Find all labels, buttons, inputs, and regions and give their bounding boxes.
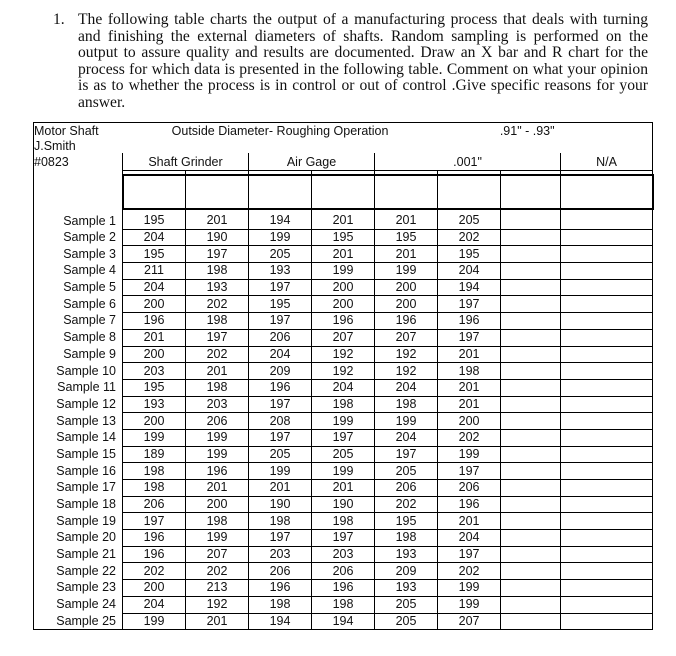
- measurement-cell: 193: [375, 546, 438, 563]
- sample-label: Sample 20: [34, 530, 123, 547]
- measurement-cell: 198: [123, 480, 186, 497]
- question-block: [53, 12, 648, 112]
- empty-cell: [561, 346, 653, 363]
- empty-cell: [561, 313, 653, 330]
- measurement-cell: 197: [186, 246, 249, 263]
- sample-label: Sample 6: [34, 296, 123, 313]
- measurement-cell: 199: [186, 446, 249, 463]
- measurement-cell: 206: [249, 563, 312, 580]
- measurement-cell: 201: [438, 379, 501, 396]
- table-row: [34, 446, 653, 463]
- sample-label: Sample 17: [34, 480, 123, 497]
- measurement-cell: 199: [438, 446, 501, 463]
- na-label: N/A: [561, 153, 653, 171]
- measurement-cell: 200: [186, 496, 249, 513]
- measurement-cell: 201: [438, 346, 501, 363]
- measurement-cell: 201: [438, 396, 501, 413]
- measurement-cell: 199: [312, 413, 375, 430]
- measurement-cell: 197: [123, 513, 186, 530]
- measurement-cell: 200: [375, 279, 438, 296]
- sample-label: Sample 23: [34, 580, 123, 597]
- empty-cell: [561, 480, 653, 497]
- measurement-cell: 204: [438, 263, 501, 280]
- empty-cell: [561, 546, 653, 563]
- empty-cell: [561, 296, 653, 313]
- air-gage-label: Air Gage: [249, 153, 375, 171]
- empty-cell: [561, 329, 653, 346]
- measurement-cell: 192: [375, 363, 438, 380]
- empty-cell: [501, 279, 561, 296]
- empty-cell: [561, 213, 653, 229]
- measurement-cell: 196: [186, 463, 249, 480]
- measurement-cell: 206: [438, 480, 501, 497]
- table-row: [34, 379, 653, 396]
- empty-cell: [501, 563, 561, 580]
- measurement-cell: 196: [249, 379, 312, 396]
- measurement-cell: 204: [123, 596, 186, 613]
- measurement-cell: 211: [123, 263, 186, 280]
- empty-cell: [501, 379, 561, 396]
- empty-cell: [561, 513, 653, 530]
- table-row: [34, 530, 653, 547]
- operation-title: Outside Diameter- Roughing Operation: [123, 123, 438, 139]
- empty-cell: [561, 596, 653, 613]
- empty-cell: [501, 546, 561, 563]
- sample-label: Sample 16: [34, 463, 123, 480]
- measurement-cell: 195: [312, 229, 375, 246]
- measurement-cell: 201: [312, 480, 375, 497]
- empty-cell: [561, 613, 653, 630]
- measurement-cell: 198: [312, 513, 375, 530]
- measurement-cell: 201: [186, 363, 249, 380]
- measurement-cell: 199: [123, 429, 186, 446]
- measurement-cell: 201: [438, 513, 501, 530]
- measurement-cell: 195: [123, 379, 186, 396]
- measurement-cell: 193: [186, 279, 249, 296]
- measurement-cell: 204: [438, 530, 501, 547]
- measurement-cell: 202: [375, 496, 438, 513]
- motor-shaft-label: Motor Shaft: [34, 123, 123, 139]
- measurement-cell: 199: [249, 463, 312, 480]
- measurement-cell: 198: [438, 363, 501, 380]
- measurement-cell: 199: [438, 596, 501, 613]
- measurement-cell: 199: [375, 263, 438, 280]
- empty-cell: [501, 229, 561, 246]
- empty-cell: [501, 346, 561, 363]
- measurement-cell: 198: [123, 463, 186, 480]
- empty-cell: [501, 613, 561, 630]
- sample-label: Sample 24: [34, 596, 123, 613]
- measurement-cell: 199: [312, 263, 375, 280]
- measurement-cell: 196: [438, 496, 501, 513]
- empty-cell: [501, 396, 561, 413]
- measurement-cell: 209: [249, 363, 312, 380]
- sample-label: Sample 12: [34, 396, 123, 413]
- measurement-cell: 213: [186, 580, 249, 597]
- measurement-cell: 196: [123, 313, 186, 330]
- measurement-cell: 198: [186, 379, 249, 396]
- measurement-cell: 207: [186, 546, 249, 563]
- empty-cell: [501, 213, 561, 229]
- sample-label: Sample 25: [34, 613, 123, 630]
- measurement-cell: 197: [438, 329, 501, 346]
- measurement-cell: 202: [186, 563, 249, 580]
- measurement-cell: 204: [123, 279, 186, 296]
- measurement-cell: 198: [186, 513, 249, 530]
- measurement-cell: 190: [312, 496, 375, 513]
- table-row: [34, 279, 653, 296]
- empty-cell: [561, 580, 653, 597]
- measurement-cell: 194: [249, 613, 312, 630]
- table-row: [34, 346, 653, 363]
- measurement-cell: 193: [375, 580, 438, 597]
- measurement-cell: 206: [312, 563, 375, 580]
- measurement-cell: 201: [123, 329, 186, 346]
- sample-label: Sample 15: [34, 446, 123, 463]
- empty-cell: [501, 329, 561, 346]
- measurement-cell: 199: [123, 613, 186, 630]
- empty-cell: [501, 596, 561, 613]
- measurement-cell: 199: [312, 463, 375, 480]
- measurement-cell: 192: [186, 596, 249, 613]
- table-row: [34, 313, 653, 330]
- sample-label: Sample 9: [34, 346, 123, 363]
- empty-cell: [561, 446, 653, 463]
- empty-cell: [561, 229, 653, 246]
- measurement-cell: 209: [375, 563, 438, 580]
- measurement-cell: 198: [249, 596, 312, 613]
- measurement-cell: 196: [123, 530, 186, 547]
- empty-cell: [561, 363, 653, 380]
- table-row: [34, 613, 653, 630]
- table-row: [34, 263, 653, 280]
- table-row: [34, 513, 653, 530]
- empty-cell: [561, 429, 653, 446]
- measurement-cell: 197: [249, 530, 312, 547]
- sample-label: Sample 13: [34, 413, 123, 430]
- table-row: [34, 463, 653, 480]
- measurement-cell: 206: [249, 329, 312, 346]
- empty-cell: [501, 513, 561, 530]
- question-text: The following table charts the output of a manufacturing process that deals with turning and finishing the external diameters of shafts. Random sampling is performed on the output to assure quality and results are documented. Draw an X bar and R chart for the process for which data is presented in the following table. Comment on what your opinion is as to whether the process is in control or out of control .Give specific reasons for your answer.: [78, 11, 648, 111]
- empty-cell: [561, 263, 653, 280]
- measurement-cell: 197: [438, 296, 501, 313]
- measurement-cell: 192: [312, 363, 375, 380]
- measurement-cell: 199: [249, 229, 312, 246]
- measurement-cell: 198: [186, 313, 249, 330]
- measurement-cell: 195: [123, 213, 186, 229]
- sample-label: Sample 11: [34, 379, 123, 396]
- measurement-cell: 200: [312, 279, 375, 296]
- measurement-cell: 202: [438, 429, 501, 446]
- sample-label: Sample 5: [34, 279, 123, 296]
- table-row: [34, 246, 653, 263]
- measurement-cell: 197: [249, 429, 312, 446]
- measurement-cell: 194: [249, 213, 312, 229]
- empty-cell: [561, 563, 653, 580]
- sample-label: Sample 1: [34, 213, 123, 229]
- table-row: [34, 580, 653, 597]
- empty-cell: [501, 463, 561, 480]
- table-row: [34, 363, 653, 380]
- empty-cell: [501, 263, 561, 280]
- measurement-cell: 201: [375, 213, 438, 229]
- measurement-cell: 205: [375, 596, 438, 613]
- measurement-cell: 206: [375, 480, 438, 497]
- empty-cell: [561, 463, 653, 480]
- sample-label: Sample 19: [34, 513, 123, 530]
- measurement-cell: 200: [312, 296, 375, 313]
- measurement-cell: 193: [249, 263, 312, 280]
- measurement-cell: 202: [438, 563, 501, 580]
- measurement-cell: 204: [249, 346, 312, 363]
- measurement-cell: 204: [312, 379, 375, 396]
- measurement-cell: 198: [249, 513, 312, 530]
- table-row: [34, 213, 653, 229]
- measurement-cell: 189: [123, 446, 186, 463]
- measurement-cell: 203: [249, 546, 312, 563]
- measurement-cell: 196: [312, 313, 375, 330]
- measurement-cell: 196: [375, 313, 438, 330]
- measurement-cell: 200: [123, 346, 186, 363]
- measurement-cell: 208: [249, 413, 312, 430]
- empty-cell: [501, 413, 561, 430]
- measurement-cell: 197: [438, 463, 501, 480]
- sample-label: Sample 18: [34, 496, 123, 513]
- measurement-cell: 196: [438, 313, 501, 330]
- measurement-cell: 197: [375, 446, 438, 463]
- measurement-cell: 202: [123, 563, 186, 580]
- empty-cell: [501, 530, 561, 547]
- measurement-cell: 192: [312, 346, 375, 363]
- measurement-cell: 194: [438, 279, 501, 296]
- measurement-cell: 203: [312, 546, 375, 563]
- measurement-cell: 198: [312, 396, 375, 413]
- table-row: [34, 496, 653, 513]
- measurement-cell: 202: [186, 346, 249, 363]
- measurement-cell: 197: [249, 279, 312, 296]
- measurement-cell: 205: [438, 213, 501, 229]
- table-row: [34, 546, 653, 563]
- measurement-cell: 198: [375, 396, 438, 413]
- question-number: 1.: [53, 11, 65, 28]
- table-row: [34, 429, 653, 446]
- empty-cell: [561, 396, 653, 413]
- measurement-cell: 200: [123, 413, 186, 430]
- empty-cell: [561, 530, 653, 547]
- empty-cell: [501, 429, 561, 446]
- measurement-cell: 206: [123, 496, 186, 513]
- measurement-cell: 192: [375, 346, 438, 363]
- part-number: #0823: [34, 153, 123, 171]
- sample-label: Sample 10: [34, 363, 123, 380]
- measurement-cell: 197: [249, 396, 312, 413]
- measurement-cell: 202: [438, 229, 501, 246]
- measurement-cell: 195: [438, 246, 501, 263]
- measurement-cell: 198: [312, 596, 375, 613]
- empty-cell: [501, 246, 561, 263]
- measurement-cell: 201: [186, 480, 249, 497]
- measurement-cell: 204: [123, 229, 186, 246]
- empty-cell: [501, 313, 561, 330]
- table-row: [34, 596, 653, 613]
- empty-cell: [561, 246, 653, 263]
- measurement-cell: 197: [312, 429, 375, 446]
- empty-cell: [501, 363, 561, 380]
- measurement-cell: 197: [186, 329, 249, 346]
- measurement-cell: 197: [249, 313, 312, 330]
- table-row: [34, 229, 653, 246]
- empty-cell: [561, 496, 653, 513]
- measurement-cell: 201: [375, 246, 438, 263]
- sample-label: Sample 7: [34, 313, 123, 330]
- measurement-cell: 202: [186, 296, 249, 313]
- measurement-cell: 205: [249, 446, 312, 463]
- measurement-cell: 205: [375, 463, 438, 480]
- measurement-cell: 196: [249, 580, 312, 597]
- measurement-cell: 198: [186, 263, 249, 280]
- sample-label: Sample 4: [34, 263, 123, 280]
- measurement-cell: 199: [438, 580, 501, 597]
- measurement-cell: 200: [123, 580, 186, 597]
- measurement-cell: 195: [249, 296, 312, 313]
- empty-cell: [501, 580, 561, 597]
- empty-cell: [501, 480, 561, 497]
- empty-cell: [501, 296, 561, 313]
- resolution-label: .001": [375, 153, 561, 171]
- measurement-cell: 207: [375, 329, 438, 346]
- table-row: [34, 296, 653, 313]
- measurement-cell: 207: [312, 329, 375, 346]
- table-row: [34, 413, 653, 430]
- measurement-table: [33, 122, 654, 630]
- diameter-range: .91" - .93": [438, 123, 561, 139]
- measurement-cell: 207: [438, 613, 501, 630]
- empty-entry-row: [34, 175, 653, 209]
- empty-cell: [561, 379, 653, 396]
- sample-label: Sample 21: [34, 546, 123, 563]
- measurement-cell: 197: [312, 530, 375, 547]
- sample-label: Sample 22: [34, 563, 123, 580]
- measurement-cell: 199: [375, 413, 438, 430]
- measurement-cell: 200: [123, 296, 186, 313]
- empty-cell: [561, 413, 653, 430]
- operator-name: J.Smith: [34, 138, 123, 153]
- sample-label: Sample 2: [34, 229, 123, 246]
- measurement-cell: 205: [312, 446, 375, 463]
- table-row: [34, 480, 653, 497]
- measurement-cell: 196: [312, 580, 375, 597]
- shaft-grinder-label: Shaft Grinder: [123, 153, 249, 171]
- measurement-cell: 205: [249, 246, 312, 263]
- measurement-cell: 194: [312, 613, 375, 630]
- measurement-cell: 203: [186, 396, 249, 413]
- measurement-cell: 201: [249, 480, 312, 497]
- measurement-cell: 205: [375, 613, 438, 630]
- measurement-cell: 196: [123, 546, 186, 563]
- measurement-cell: 200: [375, 296, 438, 313]
- measurement-cell: 201: [186, 613, 249, 630]
- empty-cell: [501, 496, 561, 513]
- measurement-cell: 197: [438, 546, 501, 563]
- measurement-cell: 193: [123, 396, 186, 413]
- measurement-cell: 195: [375, 513, 438, 530]
- measurement-cell: 200: [438, 413, 501, 430]
- measurement-cell: 195: [375, 229, 438, 246]
- measurement-cell: 201: [312, 246, 375, 263]
- table-row: [34, 396, 653, 413]
- sample-label: Sample 14: [34, 429, 123, 446]
- measurement-cell: 195: [123, 246, 186, 263]
- measurement-cell: 190: [249, 496, 312, 513]
- measurement-cell: 198: [375, 530, 438, 547]
- measurement-cell: 201: [312, 213, 375, 229]
- sample-label: Sample 3: [34, 246, 123, 263]
- measurement-cell: 203: [123, 363, 186, 380]
- empty-cell: [561, 279, 653, 296]
- measurement-cell: 201: [186, 213, 249, 229]
- empty-cell: [501, 446, 561, 463]
- measurement-cell: 199: [186, 429, 249, 446]
- measurement-cell: 204: [375, 429, 438, 446]
- measurement-cell: 199: [186, 530, 249, 547]
- measurement-cell: 190: [186, 229, 249, 246]
- measurement-cell: 204: [375, 379, 438, 396]
- measurement-cell: 206: [186, 413, 249, 430]
- table-row: [34, 563, 653, 580]
- sample-label: Sample 8: [34, 329, 123, 346]
- table-row: [34, 329, 653, 346]
